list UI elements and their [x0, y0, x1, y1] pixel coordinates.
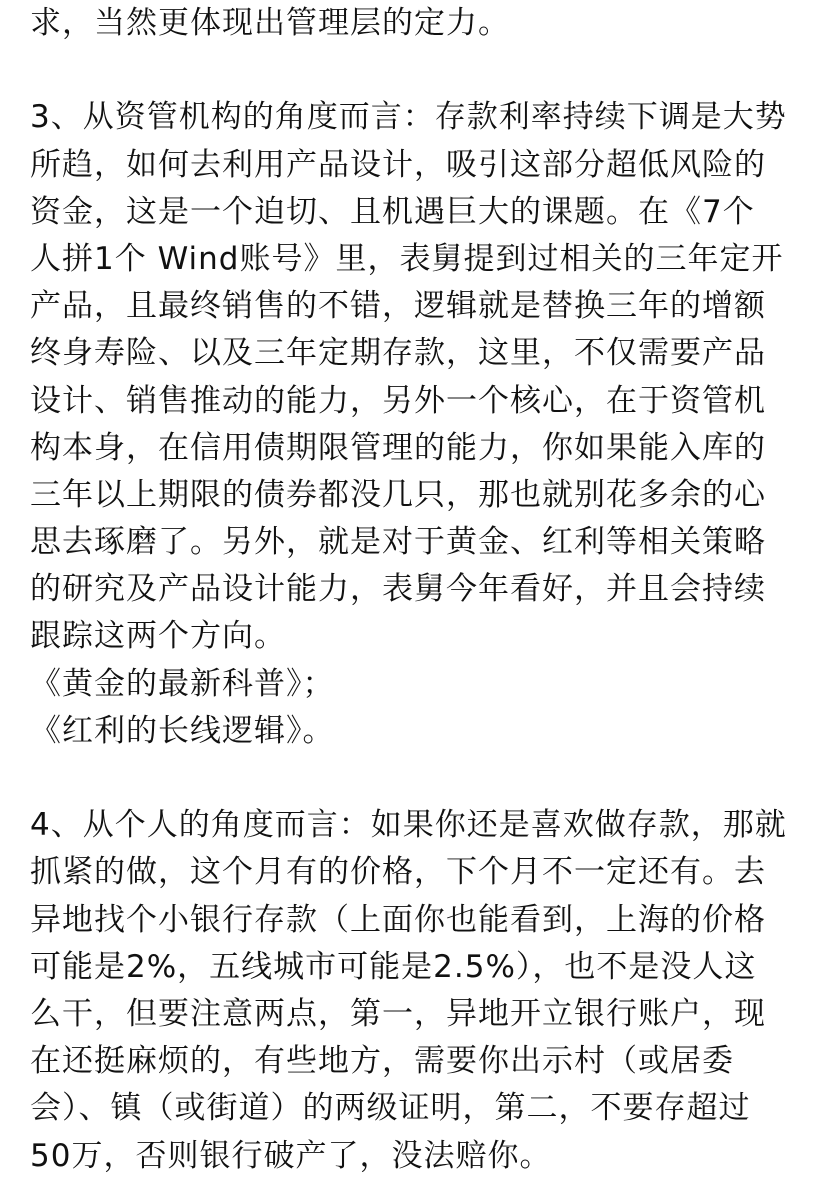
text-line: 人拼1个 Wind账号》里，表舅提到过相关的三年定开 [30, 240, 784, 277]
text-line: 思去琢磨了。另外，就是对于黄金、红利等相关策略 [30, 524, 766, 561]
article-body [30, 0, 820, 1180]
text-line: 异地找个小银行存款（上面你也能看到，上海的价格 [30, 901, 766, 938]
paragraph-gap [30, 755, 820, 802]
text-line: 三年以上期限的债券都没几只，那也就别花多余的心 [30, 476, 766, 513]
text-line: 跟踪这两个方向。 [30, 618, 286, 655]
text-line: 可能是2%，五线城市可能是2.5%），也不是没人这 [30, 948, 757, 985]
text-line: 在还挺麻烦的，有些地方，需要你出示村（或居委 [30, 1043, 734, 1080]
paragraph-gap [30, 47, 820, 94]
text-line: 么干，但要注意两点，第一，异地开立银行账户，现 [30, 995, 766, 1032]
text-line: 3、从资管机构的角度而言：存款利率持续下调是大势 [30, 99, 787, 136]
text-line: 构本身，在信用债期限管理的能力，你如果能入库的 [30, 429, 766, 466]
text-line: 50万，否则银行破产了，没法赔你。 [30, 1137, 552, 1174]
linked-article-title[interactable]: 《黄金的最新科普》； [30, 665, 335, 702]
text-line: 产品，且最终销售的不错，逻辑就是替换三年的增额 [30, 288, 766, 325]
text-line: 求，当然更体现出管理层的定力。 [30, 5, 510, 41]
text-line: 抓紧的做，这个月有的价格，下个月不一定还有。去 [30, 854, 766, 891]
linked-article-title[interactable]: 《红利的长线逻辑》。 [30, 712, 335, 749]
text-line: 的研究及产品设计能力，表舅今年看好，并且会持续 [30, 571, 766, 608]
text-line: 设计、销售推动的能力，另外一个核心，在于资管机 [30, 382, 766, 419]
text-line: 4、从个人的角度而言：如果你还是喜欢做存款，那就 [30, 807, 787, 844]
text-line: 资金，这是一个迫切、且机遇巨大的课题。在《7个 [30, 193, 755, 230]
text-line: 所趋，如何去利用产品设计，吸引这部分超低风险的 [30, 146, 766, 183]
text-line: 会）、镇（或街道）的两级证明，第二，不要存超过 [30, 1090, 751, 1127]
text-line: 终身寿险、以及三年定期存款，这里，不仅需要产品 [30, 335, 766, 372]
